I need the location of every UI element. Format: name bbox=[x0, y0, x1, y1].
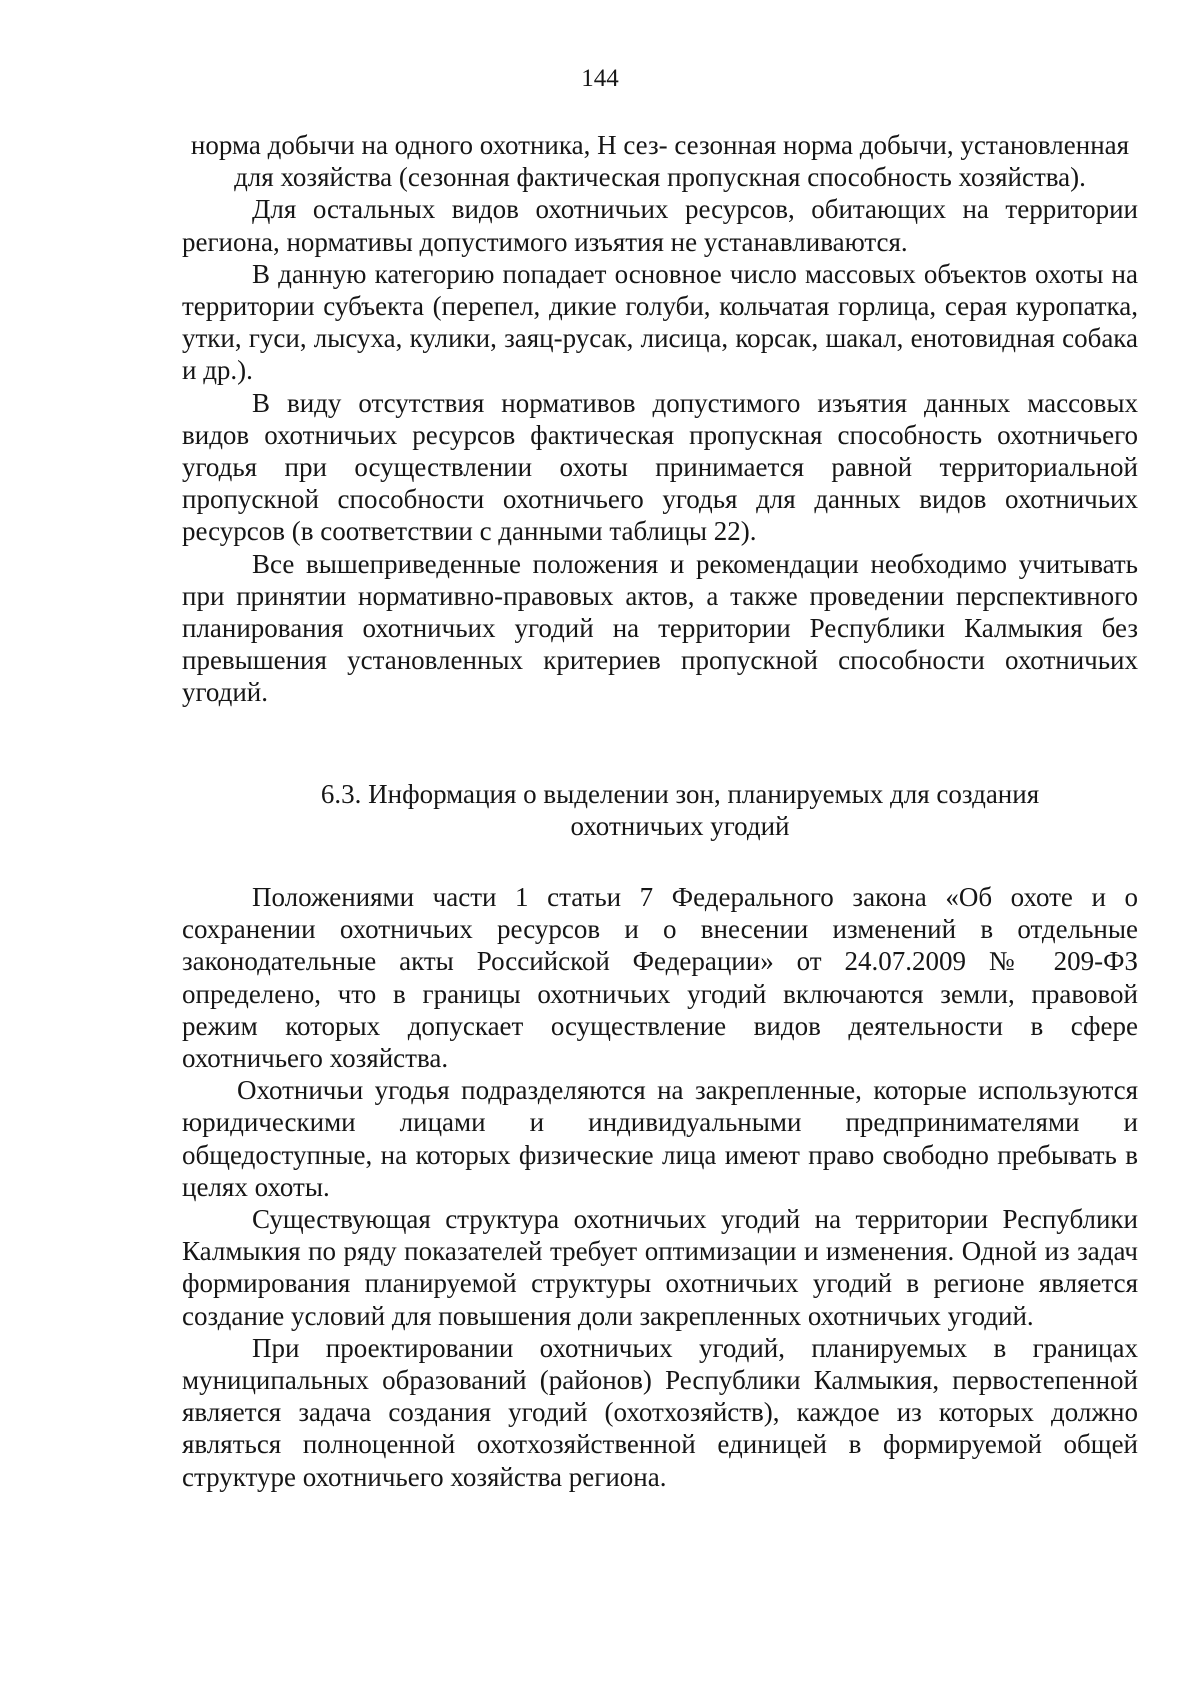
formula-explanation: норма добычи на одного охотника, Н сез- сезонная норма добычи, установленная для хозяйства (сезонная фактическая пропускная способность хозяйства). bbox=[190, 130, 1130, 193]
paragraph-existing-structure: Существующая структура охотничьих угодий на территории Республики Калмыкия по ряду показателей требует оптимизации и изменения. Одной из задач формирования планируемой структуры охотничьих угодий в регионе является создание условий для повышения доли закрепленных охотничьих угодий. bbox=[182, 1204, 1138, 1331]
paragraph-hunting-grounds-types: Охотничьи угодья подразделяются на закрепленные, которые используются юридическими лицами и индивидуальными предпринимателями и общедоступные, на которых физические лица имеют право свободно пребывать в целях охоты. bbox=[182, 1075, 1138, 1202]
paragraph-federal-law: Положениями части 1 статьи 7 Федерального закона «Об охоте и о сохранении охотничьих ресурсов и о внесении изменений в отдельные законодательные акты Российской Федерации» от 24.07.2009 № 209-ФЗ определено, что в границы охотничьих угодий включаются земли, правовой режим которых допускает осуществление видов деятельности в сфере охотничьего хозяйства. bbox=[182, 882, 1138, 1074]
intro-block bbox=[182, 129, 1138, 709]
section-heading-line1: 6.3. Информация о выделении зон, планируемых для создания bbox=[320, 779, 1040, 809]
section-body bbox=[182, 881, 1138, 1493]
paragraph-capacity: В виду отсутствия нормативов допустимого изъятия данных массовых видов охотничьих ресурсов фактическая пропускная способность охотничьего угодья при осуществлении охоты принимается равной территориальной пропускной способности охотничьего угодья для данных видов охотничьих ресурсов (в соответствии с данными таблицы 22). bbox=[182, 387, 1138, 547]
page-number: 144 bbox=[581, 65, 619, 92]
paragraph-design-task: При проектировании охотничьих угодий, планируемых в границах муниципальных образований (районов) Республики Калмыкия, первостепенной является задача создания угодий (охотхозяйств), каждое из которых должно являться полноценной охотхозяйственной единицей в формируемой общей структуре охотничьего хозяйства региона. bbox=[182, 1332, 1138, 1492]
paragraph-mass-objects: В данную категорию попадает основное число массовых объектов охоты на территории субъекта (перепел, дикие голуби, кольчатая горлица, серая куропатка, утки, гуси, лысуха, кулики, заяц-русак, лисица, корсак, шакал, енотовидная собака и др.). bbox=[182, 258, 1138, 386]
paragraph-other-resources: Для остальных видов охотничьих ресурсов, обитающих на территории региона, нормативы допустимого изъятия не устанавливаются. bbox=[182, 194, 1138, 257]
section-heading bbox=[182, 778, 1138, 842]
section-heading-line2: охотничьих угодий bbox=[570, 811, 790, 842]
paragraph-recommendations: Все вышеприведенные положения и рекомендации необходимо учитывать при принятии нормативно-правовых актов, а также проведении перспективного планирования охотничьих угодий на территории Республики Калмыкия без превышения установленных критериев пропускной способности охотничьих угодий. bbox=[182, 548, 1138, 708]
